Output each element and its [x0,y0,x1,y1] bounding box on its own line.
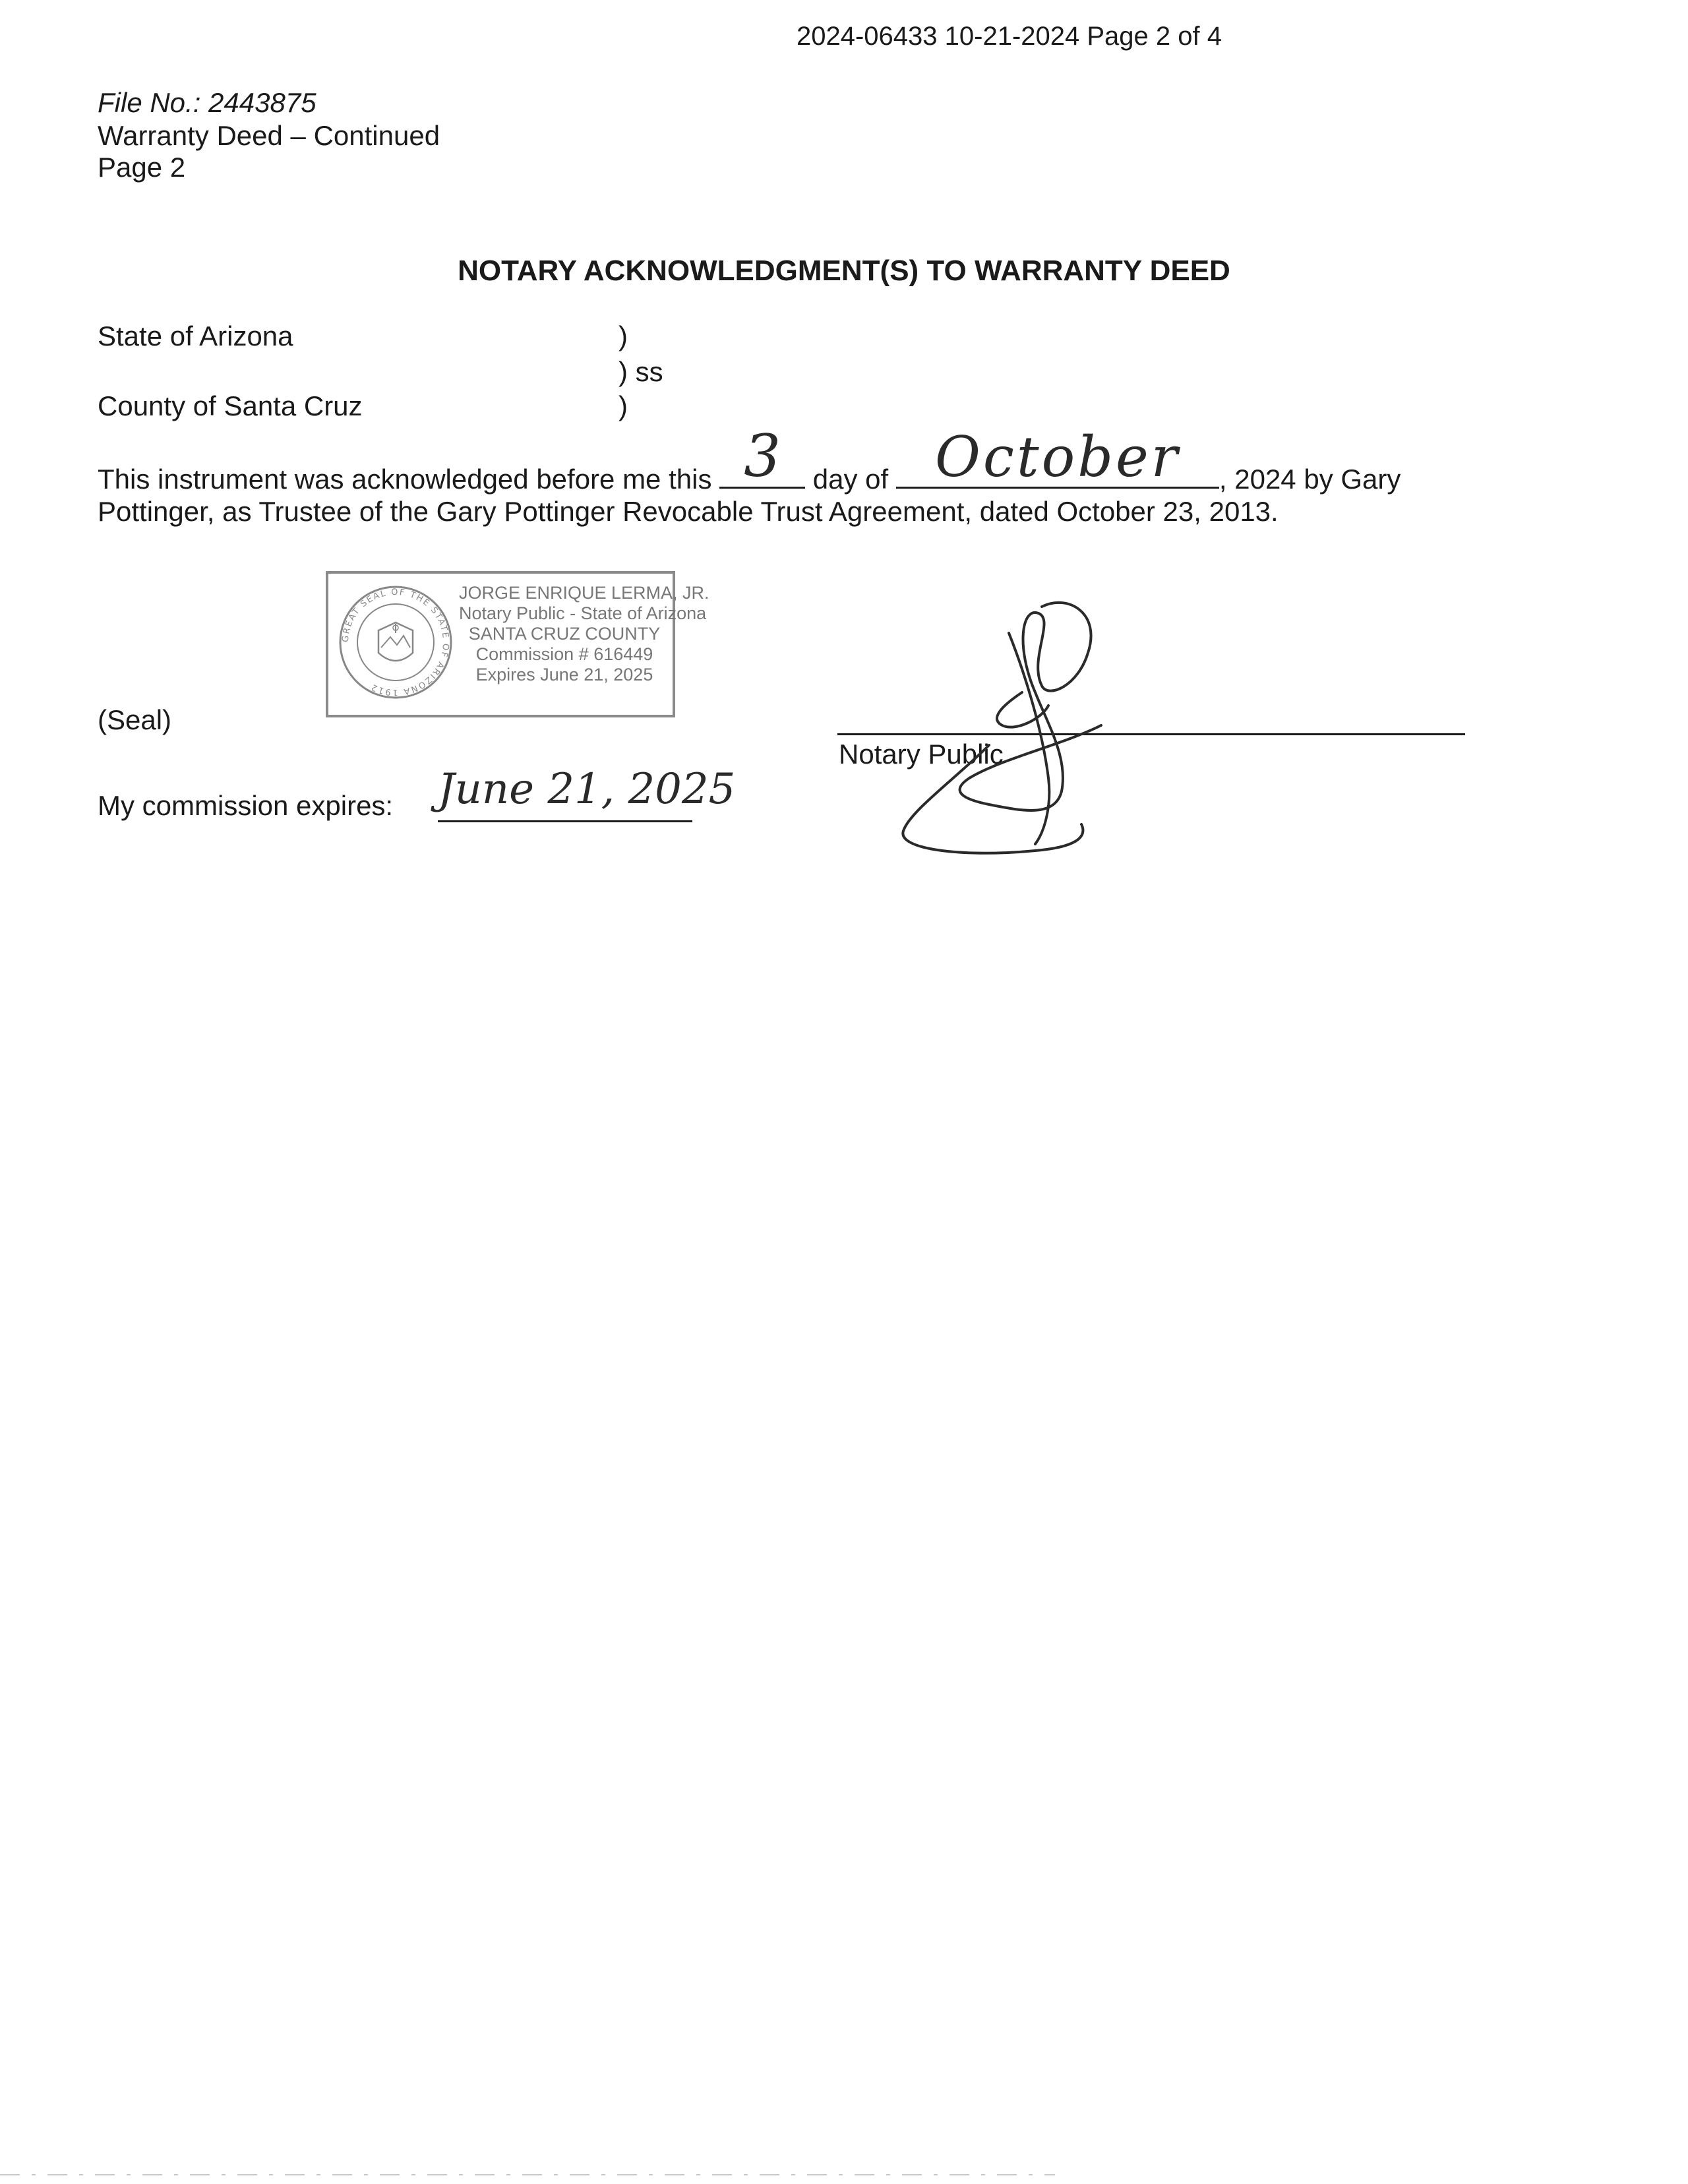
acknowledgment-line-2: Pottinger, as Trustee of the Gary Pottinger Revocable Trust Agreement, dated October 23, 2013. [98,496,1279,527]
notary-name: JORGE ENRIQUE LERMA, JR. [459,583,709,603]
document-title: NOTARY ACKNOWLEDGMENT(S) TO WARRANTY DEED [458,255,1230,287]
venue-bracket-top: ) [618,320,628,351]
venue-county: County of Santa Cruz [98,390,363,421]
venue-bracket-ss: ) ss [618,356,663,387]
venue-bracket-bottom: ) [618,390,628,421]
handwritten-month: October [934,425,1180,490]
notary-stamp [326,571,709,717]
handwritten-day: 3 [744,421,781,490]
state-seal-icon [338,584,454,700]
notary-signature-icon [890,593,1141,857]
ack-text-after-month: , 2024 by Gary [1219,464,1401,495]
notary-public-label: Notary Public [839,739,1004,770]
acknowledgment-line-1 [98,421,1401,495]
day-blank [719,421,805,490]
seal-ring-text: GREAT SEAL OF THE STATE OF ARIZONA 1912 [340,587,451,698]
stamp-expiration: Expires June 21, 2025 [475,665,653,684]
stamp-text-block [459,583,709,685]
venue-state: State of Arizona [98,320,293,351]
ack-text-day-of: day of [805,464,896,495]
seal-label: (Seal) [98,704,172,735]
handwritten-commission-date: June 21, 2025 [438,765,736,814]
document-subtitle: Warranty Deed – Continued [98,120,440,151]
commission-number: Commission # 616449 [475,644,653,664]
commission-expires-label: My commission expires: [98,790,394,821]
notary-title: Notary Public - State of Arizona [459,603,707,623]
month-blank [896,425,1219,490]
scan-edge-marks [0,2173,1688,2176]
notary-county: SANTA CRUZ COUNTY [468,624,661,644]
file-number: File No.: 2443875 [98,87,316,118]
recording-header: 2024-06433 10-21-2024 Page 2 of 4 [797,22,1222,51]
ack-text-before-day: This instrument was acknowledged before me this [98,464,720,495]
page-label: Page 2 [98,152,186,183]
